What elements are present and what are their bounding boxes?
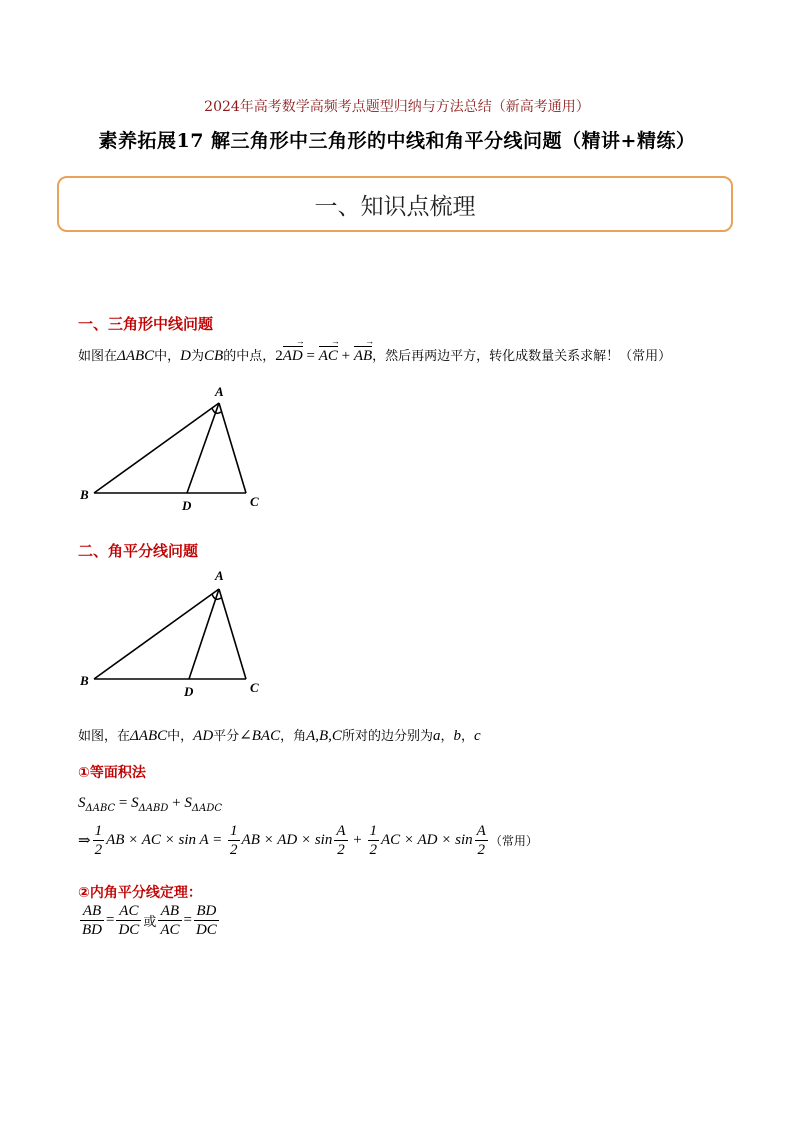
side-c: c xyxy=(474,728,481,744)
label-d: D xyxy=(182,498,192,513)
ratio-ab-ac xyxy=(158,902,181,939)
label-a: A xyxy=(215,384,224,399)
common-note: （常用） xyxy=(489,834,538,848)
vector-ad: AD → xyxy=(283,348,303,365)
text-fragment: 如图，在 xyxy=(78,729,131,744)
area-equation xyxy=(78,792,222,814)
fraction-half xyxy=(368,822,380,859)
denominator: AC xyxy=(160,922,180,938)
expression-term: AB × AC × sin A = xyxy=(106,832,227,848)
subscript: ΔADC xyxy=(191,803,223,814)
vector-ab: AB → xyxy=(354,348,372,365)
fraction-half xyxy=(228,822,240,859)
fraction-half-angle xyxy=(334,822,347,859)
median-ad xyxy=(187,403,219,493)
section-banner xyxy=(57,176,733,232)
text-fragment: 的中点， xyxy=(223,349,276,364)
bisector-ad xyxy=(189,589,219,679)
segment-cb: CB xyxy=(204,348,224,364)
median-section-heading: 一、三角形中线问题 xyxy=(78,315,214,333)
text-fragment: ，然后再两边平方，转化成数量关系求解！（常用） xyxy=(372,349,672,364)
plus-sign: + xyxy=(349,832,366,848)
side-ab xyxy=(94,403,219,493)
label-a: A xyxy=(215,568,224,583)
plus-sign: + xyxy=(337,348,354,364)
angles-abc: A,B,C xyxy=(306,728,342,744)
text-fragment: ， xyxy=(460,729,474,744)
ratio-ac-dc xyxy=(116,902,141,939)
segment-ad: AD xyxy=(193,728,214,744)
numerator: AB xyxy=(158,902,181,921)
denominator: BD xyxy=(82,922,102,938)
bisector-section-heading: 二、角平分线问题 xyxy=(78,542,199,560)
fraction-half xyxy=(93,822,105,859)
angle-bac: ∠BAC xyxy=(239,728,281,744)
side-ab xyxy=(94,589,219,679)
vector-ac: AC → xyxy=(319,348,338,365)
numerator: A xyxy=(336,823,346,839)
denominator: DC xyxy=(195,922,217,938)
equals-sign: = xyxy=(106,912,115,928)
page-title: 素养拓展17 解三角形中三角形的中线和角平分线问题（精讲+精练） xyxy=(98,130,696,152)
numerator: 1 xyxy=(94,823,103,839)
numerator: 1 xyxy=(230,823,238,839)
denominator: 2 xyxy=(337,842,345,858)
side-ac xyxy=(219,403,246,493)
label-c: C xyxy=(250,494,259,509)
text-fragment: 如图在 xyxy=(78,349,118,364)
median-description xyxy=(78,345,671,365)
triangle-symbol: ΔABC xyxy=(130,728,168,744)
fraction-half-angle xyxy=(475,822,488,859)
bisector-description xyxy=(78,725,481,745)
area-expansion-equation xyxy=(78,822,538,859)
label-b: B xyxy=(80,673,89,688)
denominator: 2 xyxy=(477,842,485,858)
side-a: a xyxy=(432,728,441,744)
ratio-ab-bd xyxy=(80,902,104,939)
area-symbol: S xyxy=(184,795,192,811)
document-subtitle: 2024年高考数学高频考点题型归纳与方法总结（新高考通用） xyxy=(204,99,590,115)
median-triangle-figure xyxy=(74,380,274,515)
numerator: A xyxy=(476,823,486,839)
subscript: ΔABC xyxy=(85,803,116,814)
plus-sign: + xyxy=(168,795,185,811)
side-b: b xyxy=(453,728,461,744)
triangle-symbol: ΔABC xyxy=(117,348,155,364)
or-word: 或 xyxy=(143,915,157,930)
area-symbol: S xyxy=(131,795,139,811)
text-fragment: ， xyxy=(440,729,454,744)
denominator: 2 xyxy=(94,842,103,858)
numerator: AB xyxy=(80,902,104,921)
text-fragment: 中， xyxy=(167,729,194,744)
point-d: D xyxy=(180,348,192,364)
label-d: D xyxy=(184,684,194,699)
implies-arrow: ⇒ xyxy=(78,833,91,849)
area-symbol: S xyxy=(78,795,86,811)
side-ac xyxy=(219,589,246,679)
label-b: B xyxy=(80,487,89,502)
denominator: 2 xyxy=(230,842,238,858)
text-fragment: 为 xyxy=(191,349,205,364)
denominator: DC xyxy=(118,922,140,938)
text-fragment: 平分 xyxy=(213,729,240,744)
bisector-theorem-equation xyxy=(78,902,221,939)
expression-term: AC × AD × sin xyxy=(381,832,473,848)
equals-sign: = xyxy=(183,912,192,928)
ratio-bd-dc xyxy=(194,902,219,939)
numerator: AC xyxy=(116,902,141,921)
text-fragment: ，角 xyxy=(280,729,307,744)
subscript: ΔABD xyxy=(138,803,169,814)
text-fragment: 中， xyxy=(154,349,181,364)
expression-term: AB × AD × sin xyxy=(241,832,333,848)
coefficient-two: 2 xyxy=(275,348,283,364)
label-c: C xyxy=(250,680,259,695)
section-banner-label: 一、知识点梳理 xyxy=(314,193,476,220)
equals-sign: = xyxy=(302,348,319,364)
denominator: 2 xyxy=(369,842,377,858)
equals-sign: = xyxy=(115,795,132,811)
numerator: BD xyxy=(194,902,219,921)
numerator: 1 xyxy=(369,823,377,839)
bisector-theorem-heading: ②内角平分线定理： xyxy=(78,885,202,901)
bisector-triangle-figure xyxy=(74,566,274,701)
text-fragment: 所对的边分别为 xyxy=(341,729,433,744)
equal-area-method-heading: ①等面积法 xyxy=(78,765,146,781)
